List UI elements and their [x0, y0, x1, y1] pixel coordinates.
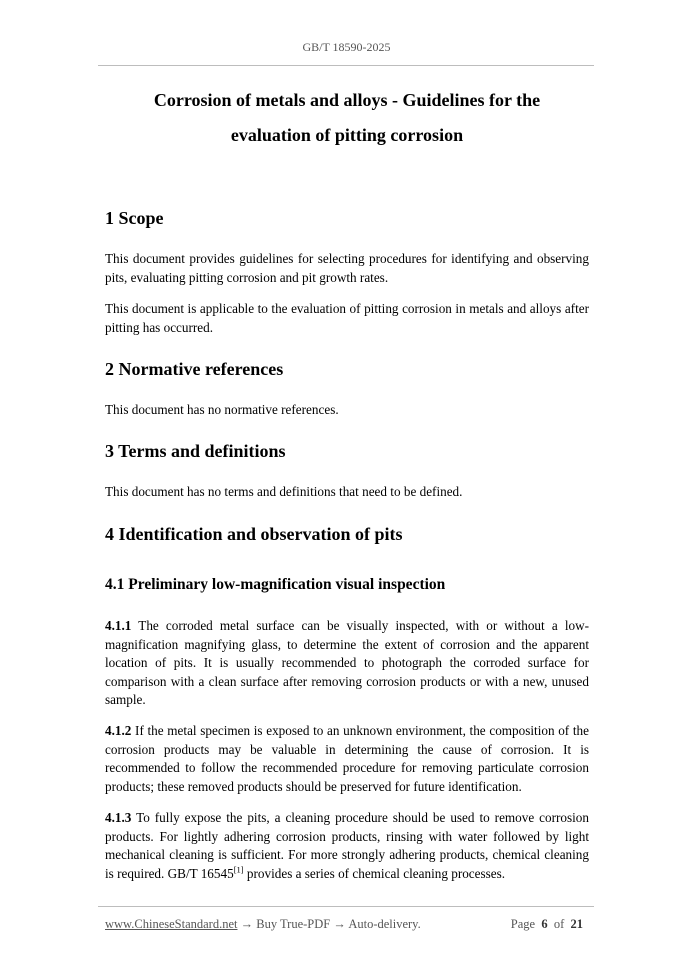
footer-divider: [98, 906, 594, 907]
section-2-paragraph: This document has no normative references.: [105, 402, 339, 417]
of-word: of: [553, 917, 565, 931]
subsection-4-1-heading: 4.1 Preliminary low-magnification visual inspection: [105, 576, 446, 593]
document-title-line-1: Corrosion of metals and alloys - Guidelines for the: [153, 90, 541, 110]
header-doc-code: GB/T 18590-2025: [302, 40, 391, 54]
buy-link[interactable]: Buy True-PDF: [256, 917, 331, 931]
clause-number: 4.1.3: [105, 810, 132, 825]
auto-delivery-text: Auto-delivery.: [348, 917, 421, 931]
reference-citation[interactable]: [1]: [233, 864, 244, 875]
section-1-paragraph-2: This document is applicable to the evaluation of pitting corrosion in metals and alloys after pitting has occurred.: [105, 301, 589, 335]
section-4-heading: 4 Identification and observation of pits: [105, 524, 403, 544]
clause-number: 4.1.1: [105, 618, 132, 633]
clause-number: 4.1.2: [105, 723, 132, 738]
section-1-paragraph-1: This document provides guidelines for selecting procedures for identifying and observing pits, evaluating pitting corrosion and pit growth rates.: [105, 251, 589, 285]
clause-text: If the metal specimen is exposed to an unknown environment, the composition of the corrosion products may be valuable in determining the cause of corrosion. It is recommended to follow the recommended procedure for removing particulate corrosion products; these removed products should be preserved for future identification.: [105, 723, 589, 794]
page-word: Page: [510, 917, 536, 931]
clause-text: To fully expose the pits, a cleaning procedure should be used to remove corrosion products. For lightly adhering corrosion products, rinsing with water followed by light mechanical cleaning is sufficient. For more strongly adhering products, chemical cleaning is required. GB/T 16545: [105, 810, 589, 881]
footer-links: [105, 917, 421, 932]
clause-text-continued: provides a series of chemical cleaning processes.: [243, 865, 506, 881]
clause-text: The corroded metal surface can be visually inspected, with or without a low-magnification magnifying glass, to determine the extent of corrosion and the apparent location of pits. It is usually recommended to photograph the corroded surface for comparison with a clean surface after removing corrosion products or with a new, unused sample.: [105, 618, 589, 707]
section-1-heading: 1 Scope: [105, 208, 164, 228]
page-indicator: [511, 917, 583, 932]
clause-4-1-2: [105, 722, 589, 796]
section-2-heading: 2 Normative references: [105, 359, 284, 379]
arrow-icon: →: [330, 917, 349, 931]
section-3-heading: 3 Terms and definitions: [105, 441, 286, 461]
clause-4-1-1: [105, 617, 589, 710]
site-link[interactable]: www.ChineseStandard.net: [105, 917, 238, 931]
current-page-number: 6: [541, 917, 548, 931]
clause-4-1-3: [105, 809, 589, 883]
total-page-number: 21: [570, 917, 583, 931]
section-3-paragraph: This document has no terms and definitions that need to be defined.: [105, 484, 463, 499]
arrow-icon: →: [237, 917, 257, 931]
document-title-line-2: evaluation of pitting corrosion: [230, 125, 464, 145]
header-divider: [98, 65, 594, 66]
